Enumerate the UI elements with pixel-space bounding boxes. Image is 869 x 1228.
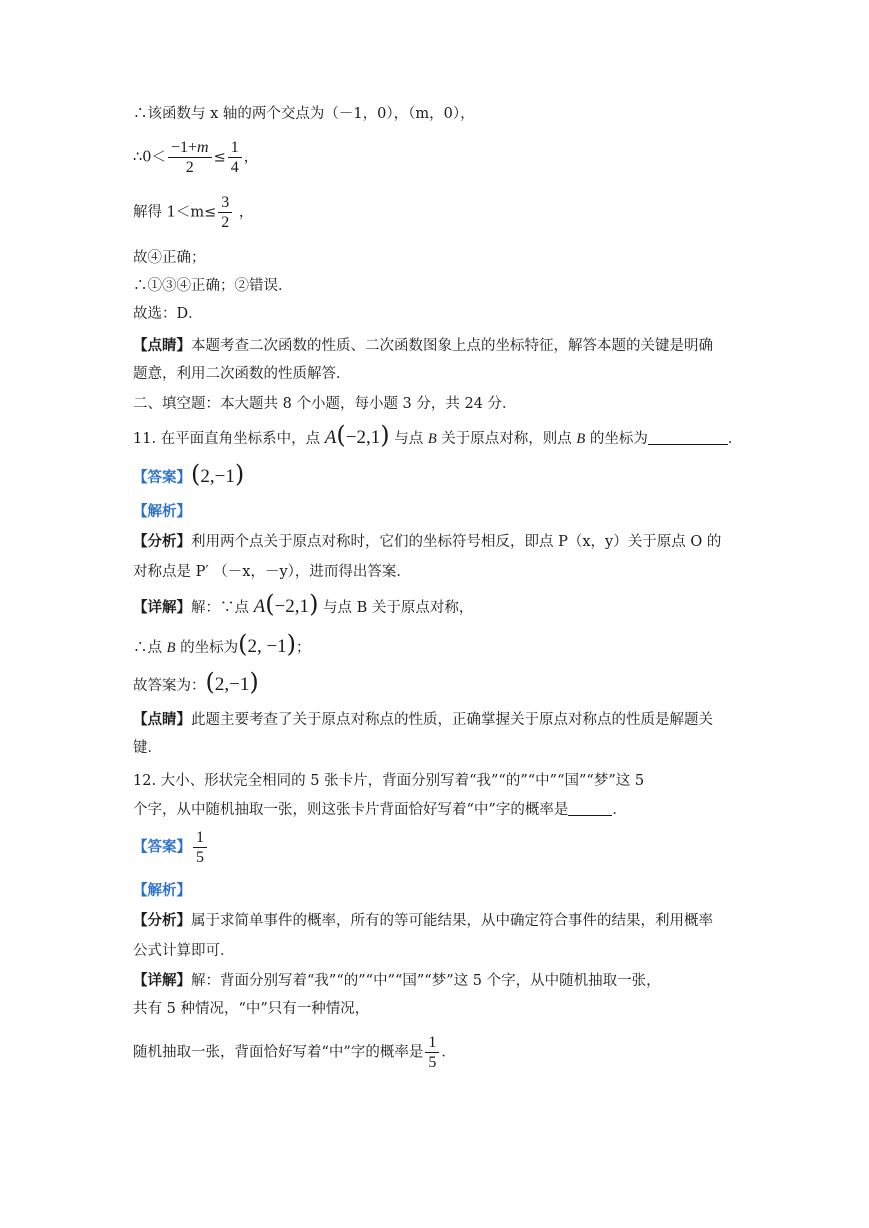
text: 与点 xyxy=(389,431,428,447)
denominator: 5 xyxy=(196,849,204,866)
text: 的坐标为 xyxy=(585,431,648,447)
text: 属于求简单事件的概率，所有的等可能结果，从中确定符合事件的结果，利用概率 xyxy=(191,913,713,929)
text-line: 对称点是 P′ （－x，－y），进而得出答案． xyxy=(133,564,411,580)
analysis-line xyxy=(133,911,713,931)
detail-line xyxy=(133,590,474,618)
text: 利用两个点关于原点对称时，它们的坐标符号相反，即点 P（x，y）关于原点 O 的 xyxy=(191,534,722,550)
point-label: A xyxy=(324,427,337,448)
fraction xyxy=(168,138,212,177)
fraction xyxy=(193,828,207,867)
text: ≤ xyxy=(213,149,226,166)
section-tag: 【分析】 xyxy=(133,533,191,550)
numerator: 1 xyxy=(228,138,242,158)
numerator: −1+ xyxy=(170,139,197,156)
coordinate: −2,1 xyxy=(274,596,310,617)
comment-line xyxy=(133,710,713,730)
text: ． xyxy=(727,431,743,447)
answer-12 xyxy=(133,828,209,867)
section-tag: 【点睛】 xyxy=(133,337,191,354)
text: ． xyxy=(441,1044,456,1061)
text: ∴0＜ xyxy=(133,149,166,166)
detail-line xyxy=(133,668,259,696)
paren: ) xyxy=(249,668,259,696)
text: 解：背面分别写着“我”“的”“中”“国”“梦”这 5 个字，从中随机抽取一张， xyxy=(191,973,661,989)
question-12: 12. 大小、形状完全相同的 5 张卡片，背面分别写着“我”“的”“中”“国”“梦”这 5 xyxy=(133,773,645,789)
text: 解得 1＜m≤ xyxy=(133,204,217,221)
text: 的坐标为 xyxy=(175,640,239,656)
text: ， xyxy=(243,149,259,166)
section-heading: 二、填空题：本大题共 8 个小题，每小题 3 分，共 24 分． xyxy=(133,396,517,412)
text: 个字，从中随机抽取一张，则这张卡片背面恰好写着“中”字的概率是 xyxy=(133,802,569,818)
text: ； xyxy=(296,640,311,656)
paren: ) xyxy=(309,590,319,618)
numerator: 3 xyxy=(218,193,232,213)
section-tag: 【点睛】 xyxy=(133,711,191,728)
text-line: 键． xyxy=(133,740,162,756)
text: 关于原点对称，则点 xyxy=(436,431,577,447)
fraction xyxy=(218,193,232,232)
point-label: B xyxy=(166,640,176,656)
paren: ) xyxy=(234,460,245,488)
denominator: 2 xyxy=(221,214,230,231)
text: ． xyxy=(612,802,627,818)
comment-line xyxy=(133,336,713,356)
section-tag: 【详解】 xyxy=(133,599,191,616)
paren: ( xyxy=(205,668,215,696)
point-label: A xyxy=(253,596,266,617)
text: ， xyxy=(234,204,254,221)
fraction xyxy=(425,1033,439,1072)
coordinate: 2, −1 xyxy=(247,636,287,657)
question-12-cont xyxy=(133,800,627,820)
variable: m xyxy=(197,139,209,156)
denominator: 2 xyxy=(185,159,194,176)
text: 随机抽取一张，背面恰好写着“中”字的概率是 xyxy=(133,1044,424,1061)
inequality-line xyxy=(133,138,258,177)
paren: ( xyxy=(336,421,346,449)
text-line: 题意，利用二次函数的性质解答． xyxy=(133,366,351,382)
text: 与点 B 关于原点对称， xyxy=(318,600,474,616)
text: 此题主要考查了关于原点对称点的性质，正确掌握关于原点对称点的性质是解题关 xyxy=(191,712,713,728)
text: 解：∵点 xyxy=(191,600,254,616)
text-line: ∴①③④正确；②错误． xyxy=(133,278,293,294)
fraction xyxy=(228,138,242,177)
detail-line xyxy=(133,1033,456,1072)
denominator: 4 xyxy=(230,159,239,176)
analysis-tag: 【解析】 xyxy=(133,503,191,520)
section-tag: 【详解】 xyxy=(133,972,191,989)
coordinate: 2,−1 xyxy=(214,674,250,695)
text-line: ∴该函数与 x 轴的两个交点为（－1，0），（m，0）， xyxy=(133,106,475,122)
numerator: 1 xyxy=(193,828,207,848)
text: 本题考查二次函数的性质、二次函数图象上点的坐标特征，解答本题的关键是明确 xyxy=(191,338,713,354)
text-line: 公式计算即可． xyxy=(133,943,235,959)
paren: ) xyxy=(286,630,297,658)
numerator: 1 xyxy=(425,1033,439,1053)
detail-line xyxy=(133,630,311,658)
point-label: B xyxy=(576,431,586,447)
paren: ( xyxy=(265,590,275,618)
coordinate: −2,1 xyxy=(345,427,381,448)
text-line: 故④正确； xyxy=(133,250,206,266)
paren: ) xyxy=(380,421,390,449)
answer-blank xyxy=(568,800,612,816)
section-tag: 【分析】 xyxy=(133,912,191,929)
text-line: 故选：D． xyxy=(133,306,203,322)
text-line: 共有 5 种情况，“中”只有一种情况， xyxy=(133,1001,370,1017)
answer-blank xyxy=(648,429,728,445)
point-label: B xyxy=(427,431,437,447)
question-11 xyxy=(133,421,743,449)
paren: ( xyxy=(238,630,248,658)
solve-line xyxy=(133,193,253,232)
paren: ( xyxy=(191,460,201,488)
denominator: 5 xyxy=(428,1054,437,1071)
detail-line xyxy=(133,971,661,991)
answer-11 xyxy=(133,460,245,488)
answer-tag: 【答案】 xyxy=(133,469,191,486)
analysis-line xyxy=(133,532,721,552)
text: 11. 在平面直角坐标系中，点 xyxy=(133,431,325,447)
analysis-tag: 【解析】 xyxy=(133,882,191,899)
answer-tag: 【答案】 xyxy=(133,838,191,856)
answer-value: 2,−1 xyxy=(200,466,235,487)
text: ∴点 xyxy=(133,640,167,656)
text: 故答案为： xyxy=(133,678,206,694)
